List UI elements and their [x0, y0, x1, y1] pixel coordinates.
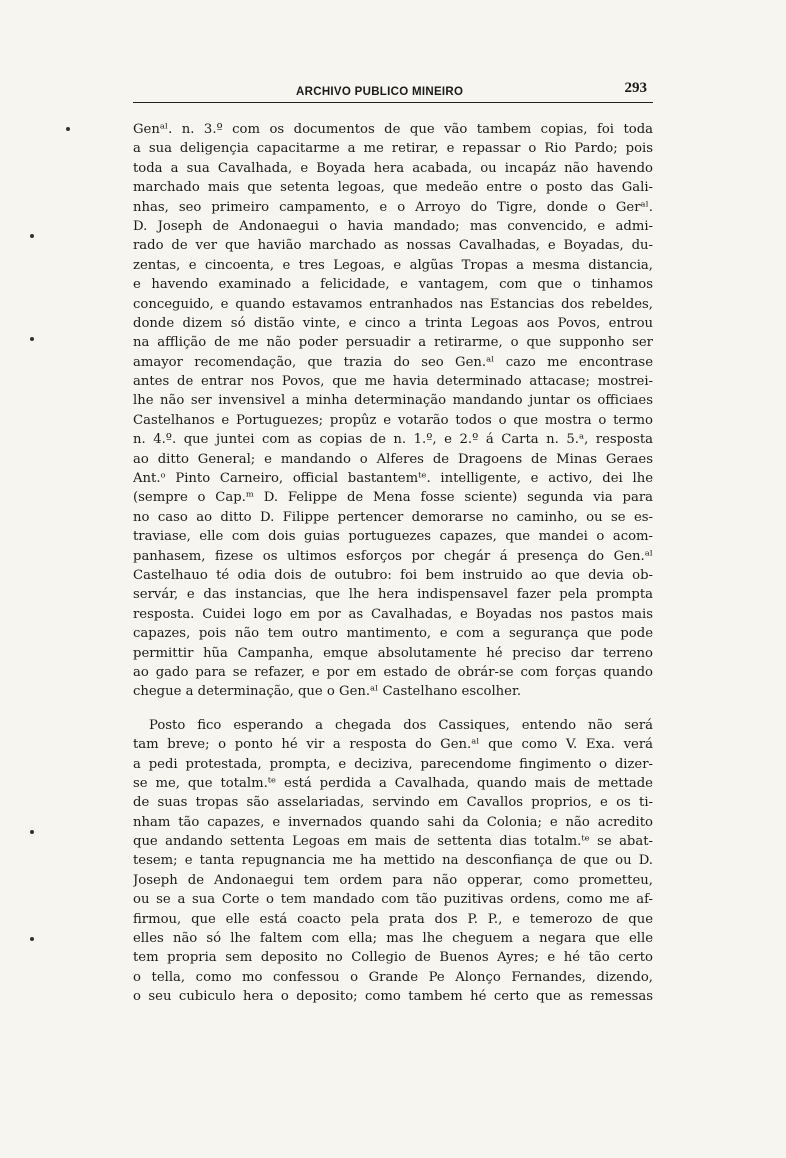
- text-line: a sua deligençia capacitarme a me retirar, e repassar o Rio Pardo; pois: [133, 141, 653, 157]
- text-line: zentas, e cincoenta, e tres Legoas, e algũas Tropas a mesma distancia,: [133, 257, 653, 273]
- text-line: toda a sua Cavalhada, e Boyada hera acabada, ou incapáz não havendo: [133, 160, 653, 176]
- text-line: Castelhauo té odia dois de outubro: foi bem instruido ao que devia ob-: [133, 567, 653, 583]
- text-line: amayor recomendação, que trazia do seo Gen.ᵃˡ cazo me encontrase: [133, 354, 653, 370]
- text-line: D. Joseph de Andonaegui o havia mandado; mas convencido, e admi-: [133, 218, 653, 234]
- text-line: o tella, como mo confessou o Grande Pe Alonço Fernandes, dizendo,: [133, 969, 653, 985]
- paragraph-2: [133, 716, 653, 1007]
- text-line: de suas tropas são asselariadas, servindo em Cavallos proprios, e os ti-: [133, 795, 653, 811]
- text-line: o seu cubiculo hera o deposito; como tambem hé certo que as remessas: [133, 989, 653, 1005]
- text-line: Posto fico esperando a chegada dos Cassiques, entendo não será: [149, 717, 653, 733]
- header-rule: [133, 102, 653, 103]
- text-line: e havendo examinado a felicidade, e vantagem, com que o tinhamos: [133, 277, 653, 293]
- text-line: tesem; e tanta repugnancia me ha mettido na desconfiança de que ou D.: [133, 853, 653, 869]
- text-line: na afflição de me não poder persuadir a retirarme, o que supponho ser: [133, 335, 653, 351]
- text-line: n. 4.º. que juntei com as copias de n. 1.º, e 2.º á Carta n. 5.ᵃ, resposta: [133, 432, 653, 448]
- text-line: resposta. Cuidei logo em por as Cavalhadas, e Boyadas nos pastos mais: [133, 606, 653, 622]
- running-head: ARCHIVO PUBLICO MINEIRO: [296, 86, 464, 98]
- text-line: tam breve; o ponto hé vir a resposta do Gen.ᵃˡ que como V. Exa. verá: [133, 737, 653, 753]
- text-line: permittir hũa Campanha, emque absolutamente hé preciso dar terreno: [133, 645, 653, 661]
- text-line: lhe não ser invensivel a minha determinação mandando juntar os officiaes: [133, 393, 653, 409]
- paragraph-1: [133, 120, 653, 702]
- text-line: firmou, que elle está coacto pela prata dos P. P., e temerozo de que: [133, 911, 653, 927]
- text-line: nham tão capazes, e invernados quando sahi da Colonia; e não acredito: [133, 814, 653, 830]
- paragraph-gap: [133, 702, 653, 716]
- text-line: tem propria sem deposito no Collegio de Buenos Ayres; e hé tão certo: [133, 950, 653, 966]
- margin-dot: [30, 830, 34, 834]
- text-line: ao ditto General; e mandando o Alferes de Dragoens de Minas Geraes: [133, 451, 653, 467]
- text-line: a pedi protestada, prompta, e deciziva, parecendome fingimento o dizer-: [133, 756, 653, 772]
- text-line: chegue a determinação, que o Gen.ᵃˡ Castelhano escolher.: [133, 684, 522, 700]
- text-line: (sempre o Cap.ᵐ D. Felippe de Mena fosse sciente) segunda via para: [133, 490, 653, 506]
- margin-dot: [30, 937, 34, 941]
- text-line: Genᵃˡ. n. 3.º com os documentos de que vão tambem copias, foi toda: [133, 122, 653, 137]
- body-text: [133, 120, 653, 1007]
- text-line: Castelhanos e Portuguezes; propûz e votarão todos o que mostra o termo: [133, 412, 653, 428]
- page-number: 293: [624, 80, 647, 96]
- text-line: ou se a sua Corte o tem mandado com tão puzitivas ordens, como me af-: [133, 892, 653, 908]
- text-line: no caso ao ditto D. Filippe pertencer demorarse no caminho, ou se es-: [133, 509, 653, 525]
- text-line: Ant.ᵒ Pinto Carneiro, official bastantemᵗᵉ. intelligente, e activo, dei lhe: [133, 471, 653, 487]
- text-line: ao gado para se refazer, e por em estado de obrár-se com forças quando: [133, 664, 653, 680]
- text-line: capazes, pois não tem outro mantimento, e com a segurança que pode: [133, 626, 653, 642]
- margin-dot: [66, 127, 70, 131]
- text-line: Joseph de Andonaegui tem ordem para não opperar, como prometteu,: [133, 872, 653, 888]
- text-line: que andando settenta Legoas em mais de settenta dias totalm.ᵗᵉ se abat-: [133, 834, 653, 850]
- text-line: panhasem, fizese os ultimos esforços por chegár á presença do Gen.ᵃˡ: [133, 548, 653, 564]
- text-line: elles não só lhe faltem com ella; mas lhe cheguem a negara que elle: [133, 931, 653, 947]
- text-line: donde dizem só distão vinte, e cinco a trinta Legoas aos Povos, entrou: [133, 315, 653, 331]
- text-line: rado de ver que havião marchado as nossas Cavalhadas, e Boyadas, du-: [133, 238, 653, 254]
- text-line: conceguido, e quando estavamos entranhados nas Estancias dos rebeldes,: [133, 296, 653, 312]
- text-line: nhas, seo primeiro campamento, e o Arroyo do Tigre, donde o Gerᵃˡ.: [133, 199, 653, 215]
- margin-dot: [30, 234, 34, 238]
- text-line: traviase, elle com dois guias portuguezes capazes, que mandei o acom-: [133, 529, 653, 545]
- text-line: marchado mais que setenta legoas, que medeão entre o posto das Gali-: [133, 180, 653, 196]
- text-line: se me, que totalm.ᵗᵉ está perdida a Cavalhada, quando mais de mettade: [133, 775, 653, 791]
- margin-dot: [30, 337, 34, 341]
- text-line: antes de entrar nos Povos, que me havia determinado attacase; mostrei-: [133, 374, 653, 390]
- page-header: [133, 76, 653, 106]
- text-line: servár, e das instancias, que lhe hera indispensavel fazer pela prompta: [133, 587, 653, 603]
